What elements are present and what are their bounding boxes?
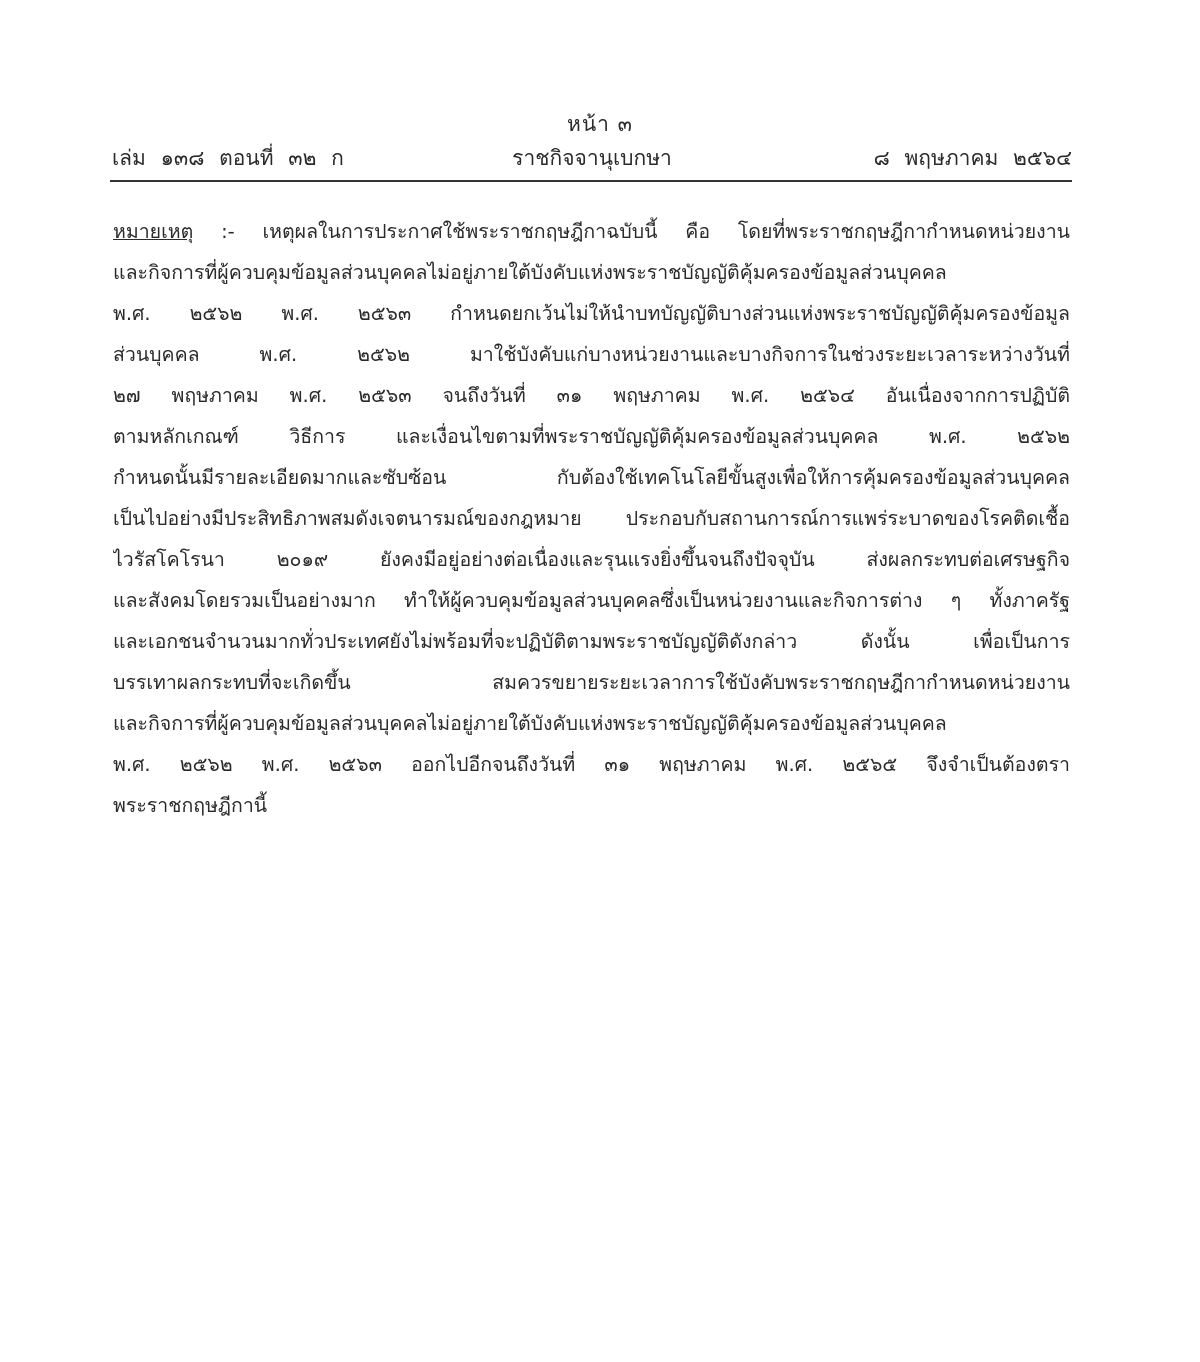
note-body	[113, 211, 1070, 826]
volume-issue: เล่ม ๑๓๘ ตอนที่ ๓๒ ก	[112, 146, 344, 170]
running-header	[112, 142, 1072, 176]
note-label: หมายเหตุ	[113, 220, 194, 243]
note-line: ตามหลักเกณฑ์ วิธีการ และเงื่อนไขตามที่พระราชบัญญัติคุ้มครองข้อมูลส่วนบุคคล พ.ศ. ๒๕๖๒	[113, 425, 1070, 448]
note-line: และเอกชนจำนวนมากทั่วประเทศยังไม่พร้อมที่จะปฏิบัติตามพระราชบัญญัติดังกล่าว ดังนั้น เพื่อเป็นการ	[113, 630, 1070, 653]
note-line: เป็นไปอย่างมีประสิทธิภาพสมดังเจตนารมณ์ของกฎหมาย ประกอบกับสถานการณ์การแพร่ระบาดของโรคติดเชื้อ	[113, 507, 1070, 530]
note-line: บรรเทาผลกระทบที่จะเกิดขึ้น สมควรขยายระยะเวลาการใช้บังคับพระราชกฤษฎีกากำหนดหน่วยงาน	[113, 671, 1070, 694]
note-line: กำหนดนั้นมีรายละเอียดมากและซับซ้อน กับต้องใช้เทคโนโลยีขั้นสูงเพื่อให้การคุ้มครองข้อมูลส่วนบุคคล	[113, 466, 1070, 489]
publication-date: ๘ พฤษภาคม ๒๕๖๔	[873, 146, 1072, 170]
note-line: พ.ศ. ๒๕๖๒ พ.ศ. ๒๕๖๓ ออกไปอีกจนถึงวันที่ ๓๑ พฤษภาคม พ.ศ. ๒๕๖๕ จึงจำเป็นต้องตรา	[113, 753, 1070, 776]
note-line: พ.ศ. ๒๕๖๒ พ.ศ. ๒๕๖๓ กำหนดยกเว้นไม่ให้นำบทบัญญัติบางส่วนแห่งพระราชบัญญัติคุ้มครองข้อมูล	[113, 302, 1070, 325]
note-line: พระราชกฤษฎีกานี้	[113, 794, 268, 817]
note-line: ๒๗ พฤษภาคม พ.ศ. ๒๕๖๓ จนถึงวันที่ ๓๑ พฤษภาคม พ.ศ. ๒๕๖๔ อันเนื่องจากการปฏิบัติ	[113, 384, 1070, 407]
note-line: ไวรัสโคโรนา ๒๐๑๙ ยังคงมีอยู่อย่างต่อเนื่องและรุนแรงยิ่งขึ้นจนถึงปัจจุบัน ส่งผลกระทบต่อเศรษฐกิจ	[113, 548, 1070, 571]
header-divider	[110, 180, 1072, 182]
note-line: ส่วนบุคคล พ.ศ. ๒๕๖๒ มาใช้บังคับแก่บางหน่วยงานและบางกิจการในช่วงระยะเวลาระหว่างวันที่	[113, 343, 1070, 366]
publication-name: ราชกิจจานุเบกษา	[512, 146, 672, 170]
page-number: หน้า ๓	[566, 112, 634, 136]
note-line: และกิจการที่ผู้ควบคุมข้อมูลส่วนบุคคลไม่อยู่ภายใต้บังคับแห่งพระราชบัญญัติคุ้มครองข้อมูลส่วนบุคคล	[113, 712, 947, 735]
note-line: และกิจการที่ผู้ควบคุมข้อมูลส่วนบุคคลไม่อยู่ภายใต้บังคับแห่งพระราชบัญญัติคุ้มครองข้อมูลส่วนบุคคล	[113, 261, 947, 284]
note-line-text: :- เหตุผลในการประกาศใช้พระราชกฤษฎีกาฉบับนี้ คือ โดยที่พระราชกฤษฎีกากำหนดหน่วยงาน	[221, 220, 1070, 243]
note-line: และสังคมโดยรวมเป็นอย่างมาก ทำให้ผู้ควบคุมข้อมูลส่วนบุคคลซึ่งเป็นหน่วยงานและกิจการต่าง ๆ ทั้งภาครัฐ	[113, 589, 1070, 612]
note-line	[113, 211, 1070, 252]
